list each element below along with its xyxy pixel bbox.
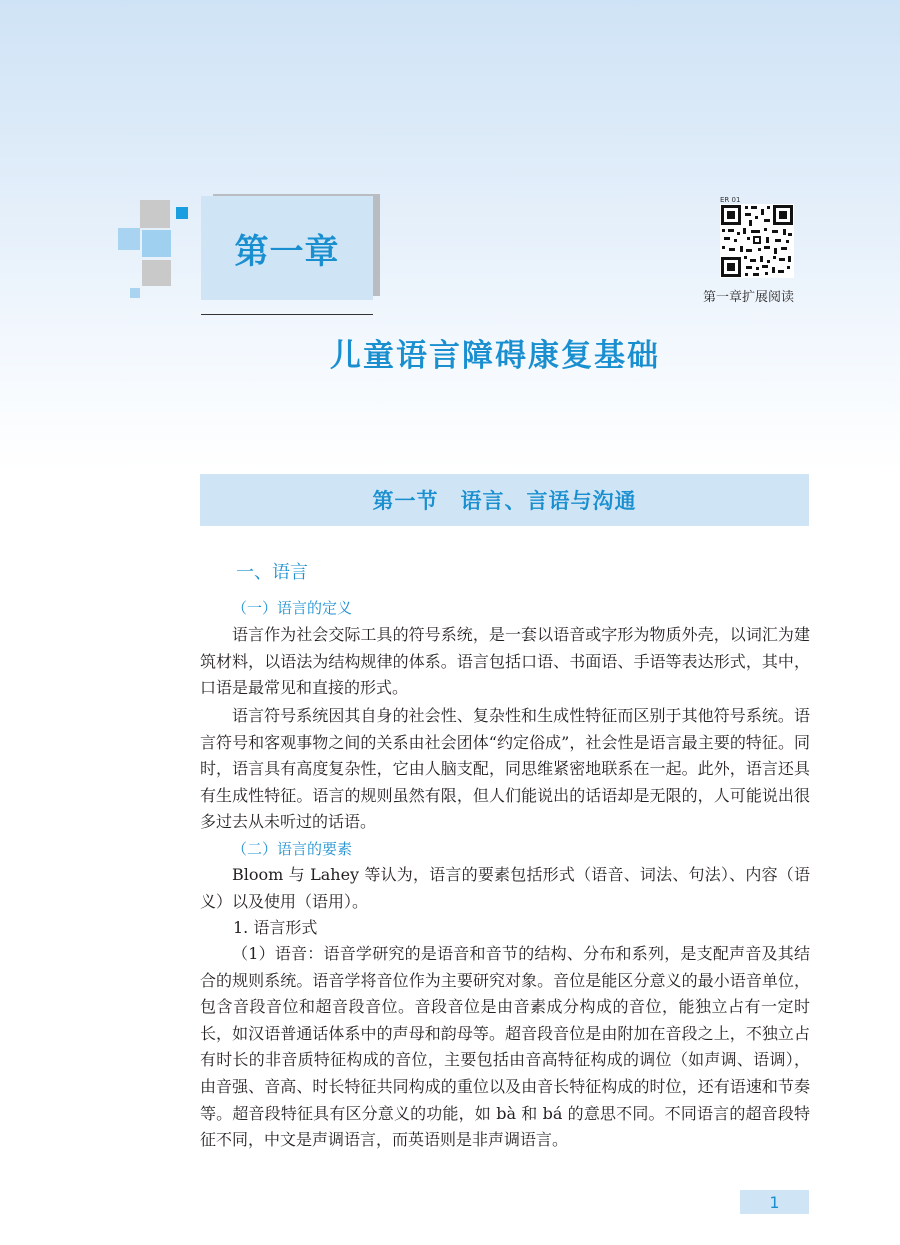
decor-square [142,260,171,286]
paragraph-phonetics: （1）语音：语音学研究的是语音和音节的结构、分布和系列，是支配声音及其结合的规则系统。语音学将音位作为主要研究对象。音位是能区分意义的最小语音单位，包含音段音位和超音段音位。音段音位是由音素成分构成的音位，能独立占有一定时长，如汉语普通话体系中的声母和韵母等。超音段音位是由附加在音段之上，不独立占有时长的非音质特征构成的音位，主要包括由音高特征构成的调位（如声调、语调），由音强、音高、时长特征共同构成的重位以及由音长特征构成的时位，还有语速和节奏等。超音段特征具有区分意义的功能，如 bà 和 bá 的意思不同。不同语言的超音段特征不同，中文是声调语言，而英语则是非声调语言。 [200,944,810,1150]
chapter-label: 第一章 [234,231,340,272]
qr-caption: 第一章扩展阅读 [703,290,795,305]
decor-square [176,207,188,219]
section-title: 第一节 语言、言语与沟通 [372,488,637,513]
qr-code-icon[interactable] [720,204,794,278]
chapter-box [201,196,373,300]
decor-square [140,200,170,228]
chapter-rule [201,314,373,315]
subheading-language-form: 1. 语言形式 [233,918,318,937]
paragraph-definition: 语言作为社会交际工具的符号系统，是一套以语音或字形为物质外壳，以词汇为建筑材料，以语法为结构规律的体系。语言包括口语、书面语、手语等表达形式，其中，口语是最常见和直接的形式。 [200,625,810,698]
chapter-title: 儿童语言障碍康复基础 [330,338,660,374]
decor-square [118,228,140,250]
heading-definition: （一）语言的定义 [232,599,353,617]
decor-square [142,230,171,257]
page-number: 1 [769,1192,780,1212]
heading-language: 一、语言 [236,562,308,583]
paragraph-features: 语言符号系统因其自身的社会性、复杂性和生成性特征而区别于其他符号系统。语言符号和客观事物之间的关系由社会团体“约定俗成”，社会性是语言最主要的特征。同时，语言具有高度复杂性，它由人脑支配，同思维紧密地联系在一起。此外，语言还具有生成性特征。语言的规则虽然有限，但人们能说出的话语却是无限的，人可能说出很多过去从未听过的话语。 [200,706,810,832]
paragraph-elements: Bloom 与 Lahey 等认为，语言的要素包括形式（语音、词法、句法）、内容（语义）以及使用（语用）。 [200,865,810,911]
heading-elements: （二）语言的要素 [232,840,353,858]
decor-square [130,288,140,298]
qr-code-label: ER 01 [720,196,741,204]
page-number-box [740,1190,809,1214]
section-heading-bar [200,474,809,526]
